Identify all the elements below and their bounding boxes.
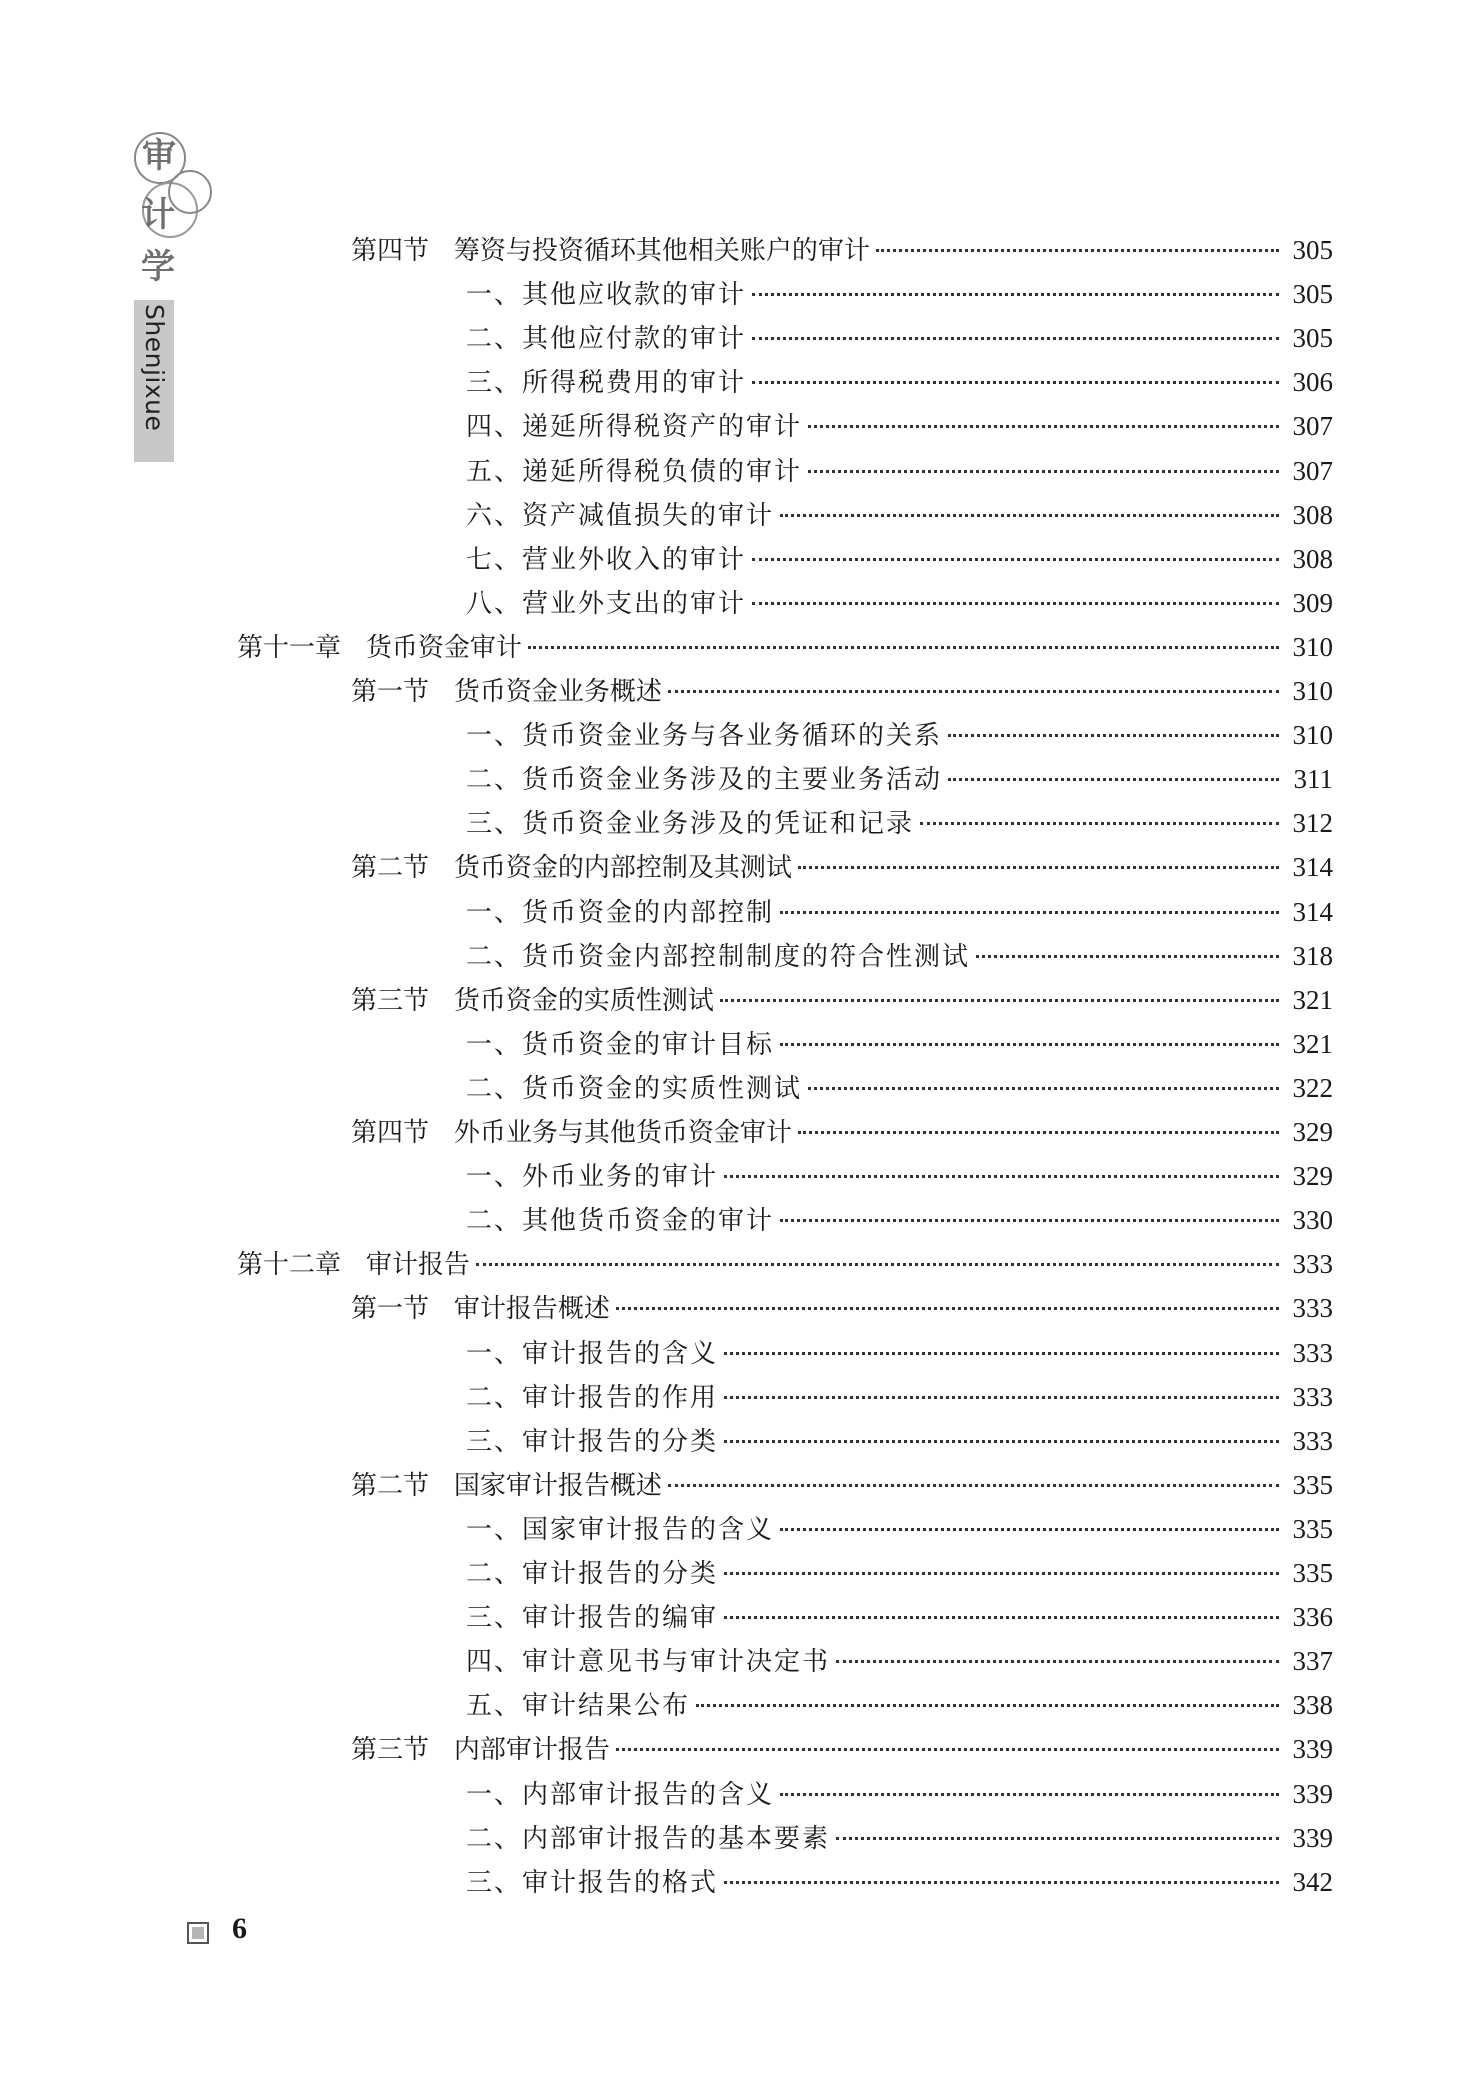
leader-dots [616, 1748, 1279, 1751]
leader-dots [528, 646, 1279, 649]
toc-entry-text: 货币资金审计 [365, 633, 522, 663]
toc-entry-sub[interactable] [466, 1818, 1333, 1858]
toc-page-number: 322 [1292, 1073, 1333, 1103]
toc-entry-sub[interactable] [466, 1553, 1333, 1593]
toc-page-number: 305 [1292, 279, 1333, 309]
toc-entry-text: 货币资金的内部控制及其测试 [453, 853, 792, 883]
leader-dots [836, 1837, 1279, 1840]
toc-entry-sub[interactable] [466, 274, 1333, 314]
toc-entry-sub[interactable] [466, 1421, 1333, 1461]
toc-page-number: 307 [1292, 456, 1333, 486]
toc-page-number: 333 [1292, 1426, 1333, 1456]
logo-latin-text: Shenjixue [140, 304, 169, 432]
toc-entry-title [351, 980, 714, 1017]
leader-dots [724, 1440, 1279, 1443]
leader-dots [720, 999, 1279, 1002]
toc-entry-sub[interactable] [466, 936, 1333, 976]
leader-dots [780, 1528, 1279, 1531]
page-marker-icon [187, 1922, 209, 1944]
leader-dots [616, 1307, 1279, 1310]
toc-entry-chapter[interactable] [237, 1244, 1333, 1284]
logo-char: 审 [142, 136, 176, 176]
toc-entry-title [466, 1156, 718, 1193]
toc-entry-sub[interactable] [466, 495, 1333, 535]
leader-dots [780, 1043, 1279, 1046]
toc-entry-text: 八、营业外支出的审计 [466, 589, 747, 619]
toc-page-number: 339 [1292, 1779, 1333, 1809]
toc-entry-title [466, 936, 970, 973]
toc-entry-section[interactable] [351, 1465, 1333, 1505]
toc-entry-chapter[interactable] [237, 627, 1333, 667]
leader-dots [752, 602, 1279, 605]
toc-entry-sub[interactable] [466, 803, 1333, 843]
toc-page-number: 311 [1293, 764, 1333, 794]
toc-page-number: 335 [1292, 1558, 1333, 1588]
toc-page-number: 339 [1292, 1734, 1333, 1764]
toc-entry-gap [429, 236, 454, 266]
toc-entry-title [466, 495, 774, 532]
toc-entry-section[interactable] [351, 980, 1333, 1020]
toc-entry-sub[interactable] [466, 1509, 1333, 1549]
toc-entry-title [466, 1641, 830, 1678]
leader-dots [808, 425, 1279, 428]
toc-entry-section[interactable] [351, 230, 1333, 270]
toc-entry-title [466, 1818, 830, 1855]
toc-entry-title [466, 1421, 718, 1458]
leader-dots [780, 911, 1279, 914]
toc-entry-gap [429, 1735, 454, 1765]
toc-page-number: 321 [1292, 985, 1333, 1015]
toc-entry-title [466, 715, 942, 752]
toc-entry-title [466, 1509, 774, 1546]
leader-dots [780, 514, 1279, 517]
toc-page-number: 307 [1292, 411, 1333, 441]
leader-dots [752, 293, 1279, 296]
toc-entry-title [466, 1553, 718, 1590]
toc-page-number: 306 [1292, 367, 1333, 397]
toc-entry-sub[interactable] [466, 1641, 1333, 1681]
toc-entry-text: 二、其他应付款的审计 [466, 324, 747, 354]
toc-page-number: 321 [1292, 1029, 1333, 1059]
toc-page-number: 329 [1292, 1117, 1333, 1147]
toc-entry-sub[interactable] [466, 1156, 1333, 1196]
toc-entry-title [351, 847, 792, 884]
toc-entry-title [466, 1774, 774, 1811]
toc-entry-title [351, 1112, 792, 1149]
toc-entry-text: 七、营业外收入的审计 [466, 545, 747, 575]
logo-char: 计 [141, 195, 175, 235]
toc-entry-title [466, 318, 746, 355]
toc-entry-text: 三、审计报告的分类 [466, 1427, 719, 1457]
toc-page-number: 308 [1292, 544, 1333, 574]
toc-entry-sub[interactable] [466, 451, 1333, 491]
toc-entry-label: 第一节 [351, 1294, 430, 1324]
toc-page-number: 342 [1292, 1867, 1333, 1897]
toc-page-number: 337 [1292, 1646, 1333, 1676]
toc-entry-gap [429, 853, 454, 883]
toc-entry-text: 四、递延所得税资产的审计 [466, 412, 803, 442]
leader-dots [724, 1352, 1279, 1355]
toc-page-number: 333 [1292, 1249, 1333, 1279]
toc-entry-section[interactable] [351, 671, 1333, 711]
toc-entry-sub[interactable] [466, 1862, 1333, 1902]
toc-entry-title [466, 759, 942, 796]
toc-entry-sub[interactable] [466, 1597, 1333, 1637]
toc-entry-text: 二、其他货币资金的审计 [466, 1206, 775, 1236]
toc-entry-text: 货币资金业务概述 [453, 677, 662, 707]
leader-dots [476, 1263, 1279, 1266]
toc-entry-sub[interactable] [466, 1068, 1333, 1108]
leader-dots [836, 1660, 1279, 1663]
toc-entry-title [351, 1729, 610, 1766]
toc-entry-sub[interactable] [466, 715, 1333, 755]
leader-dots [808, 1087, 1279, 1090]
toc-entry-title [351, 1288, 610, 1325]
leader-dots [920, 822, 1279, 825]
toc-entry-title [466, 274, 746, 311]
toc-entry-title [466, 451, 802, 488]
toc-entry-sub[interactable] [466, 892, 1333, 932]
toc-entry-sub[interactable] [466, 539, 1333, 579]
toc-entry-sub[interactable] [466, 318, 1333, 358]
toc-entry-label: 第三节 [351, 1735, 430, 1765]
toc-entry-sub[interactable] [466, 759, 1333, 799]
leader-dots [724, 1572, 1279, 1575]
toc-entry-title [466, 1024, 774, 1061]
toc-entry-title [351, 1465, 662, 1502]
toc-entry-text: 一、货币资金的审计目标 [466, 1030, 775, 1060]
toc-entry-title [466, 892, 774, 929]
toc-page-number: 314 [1292, 852, 1333, 882]
toc-entry-label: 第一节 [351, 677, 430, 707]
toc-entry-label: 第二节 [351, 853, 430, 883]
toc-page-number: 339 [1292, 1823, 1333, 1853]
toc-entry-text: 五、审计结果公布 [466, 1691, 691, 1721]
toc-entry-text: 六、资产减值损失的审计 [466, 501, 775, 531]
toc-entry-sub[interactable] [466, 406, 1333, 446]
toc-page-number: 310 [1292, 632, 1333, 662]
toc-page-number: 305 [1292, 235, 1333, 265]
leader-dots [876, 249, 1279, 252]
toc-entry-text: 二、货币资金的实质性测试 [466, 1074, 803, 1104]
toc-entry-text: 一、货币资金业务与各业务循环的关系 [466, 721, 943, 751]
toc-entry-title [466, 1068, 802, 1105]
leader-dots [780, 1793, 1279, 1796]
leader-dots [780, 1219, 1279, 1222]
toc-entry-title [466, 362, 746, 399]
toc-entry-section[interactable] [351, 1112, 1333, 1152]
toc-entry-title [466, 1597, 718, 1634]
toc-entry-text: 货币资金的实质性测试 [453, 986, 714, 1016]
toc-page-number: 305 [1292, 323, 1333, 353]
toc-entry-title [466, 583, 746, 620]
toc-entry-text: 二、审计报告的分类 [466, 1559, 719, 1589]
toc-page-number: 333 [1292, 1293, 1333, 1323]
toc-entry-label: 第三节 [351, 986, 430, 1016]
toc-entry-text: 三、所得税费用的审计 [466, 368, 747, 398]
toc-entry-sub[interactable] [466, 1377, 1333, 1417]
toc-entry-title [237, 1244, 470, 1281]
toc-entry-title [351, 671, 662, 708]
toc-entry-title [466, 1862, 718, 1899]
toc-entry-label: 第十一章 [237, 633, 342, 663]
toc-entry-text: 二、货币资金业务涉及的主要业务活动 [466, 765, 943, 795]
toc-page-number: 309 [1292, 588, 1333, 618]
leader-dots [724, 1175, 1279, 1178]
toc-entry-sub[interactable] [466, 1685, 1333, 1725]
leader-dots [798, 1131, 1279, 1134]
toc-page-number: 335 [1292, 1514, 1333, 1544]
leader-dots [808, 470, 1279, 473]
toc-entry-sub[interactable] [466, 1333, 1333, 1373]
leader-dots [798, 866, 1279, 869]
toc-entry-label: 第四节 [351, 1118, 430, 1148]
toc-entry-text: 审计报告 [365, 1250, 470, 1280]
leader-dots [724, 1616, 1279, 1619]
toc-page-number: 335 [1292, 1470, 1333, 1500]
toc-entry-title [466, 1333, 718, 1370]
toc-entry-label: 第二节 [351, 1471, 430, 1501]
toc-entry-text: 一、其他应收款的审计 [466, 280, 747, 310]
leader-dots [724, 1396, 1279, 1399]
toc-page-number: 312 [1292, 808, 1333, 838]
toc-entry-title [237, 627, 522, 664]
toc-entry-text: 三、货币资金业务涉及的凭证和记录 [466, 809, 915, 839]
toc-entry-text: 五、递延所得税负债的审计 [466, 457, 803, 487]
leader-dots [752, 381, 1279, 384]
toc-entry-section[interactable] [351, 1729, 1333, 1769]
toc-entry-text: 国家审计报告概述 [453, 1471, 662, 1501]
toc-page-number: 333 [1292, 1382, 1333, 1412]
toc-entry-text: 审计报告概述 [453, 1294, 610, 1324]
toc-entry-sub[interactable] [466, 1200, 1333, 1240]
page-number: 6 [232, 1912, 247, 1945]
toc-entry-section[interactable] [351, 847, 1333, 887]
toc-page-number: 330 [1292, 1205, 1333, 1235]
toc-entry-gap [429, 1118, 454, 1148]
toc-entry-title [466, 1685, 690, 1722]
leader-dots [724, 1881, 1279, 1884]
toc-entry-text: 一、内部审计报告的含义 [466, 1780, 775, 1810]
leader-dots [668, 690, 1279, 693]
toc-entry-gap [341, 1250, 366, 1280]
leader-dots [976, 955, 1279, 958]
toc-entry-title [466, 539, 746, 576]
toc-entry-text: 外币业务与其他货币资金审计 [453, 1118, 792, 1148]
toc-entry-text: 一、国家审计报告的含义 [466, 1515, 775, 1545]
toc-entry-gap [429, 1294, 454, 1324]
toc-page-number: 329 [1292, 1161, 1333, 1191]
toc-entry-gap [429, 677, 454, 707]
leader-dots [752, 337, 1279, 340]
toc-entry-gap [429, 1471, 454, 1501]
toc-page-number: 333 [1292, 1338, 1333, 1368]
toc-entry-text: 一、货币资金的内部控制 [466, 898, 775, 928]
toc-entry-text: 二、审计报告的作用 [466, 1383, 719, 1413]
toc-entry-sub[interactable] [466, 1774, 1333, 1814]
toc-entry-text: 内部审计报告 [453, 1735, 610, 1765]
toc-page-number: 308 [1292, 500, 1333, 530]
toc-entry-text: 筹资与投资循环其他相关账户的审计 [453, 236, 870, 266]
toc-entry-sub[interactable] [466, 362, 1333, 402]
toc-entry-gap [341, 633, 366, 663]
leader-dots [948, 778, 1279, 781]
toc-entry-text: 四、审计意见书与审计决定书 [466, 1647, 831, 1677]
toc-page-number: 310 [1292, 720, 1333, 750]
leader-dots [948, 734, 1279, 737]
toc-entry-text: 一、审计报告的含义 [466, 1339, 719, 1369]
toc-entry-label: 第四节 [351, 236, 430, 266]
toc-entry-section[interactable] [351, 1288, 1333, 1328]
toc-page-number: 336 [1292, 1602, 1333, 1632]
toc-entry-sub[interactable] [466, 583, 1333, 623]
toc-entry-text: 二、内部审计报告的基本要素 [466, 1824, 831, 1854]
toc-page-number: 318 [1292, 941, 1333, 971]
toc-entry-title [466, 406, 802, 443]
toc-entry-title [351, 230, 870, 267]
toc-entry-title [466, 1200, 774, 1237]
toc-entry-label: 第十二章 [237, 1250, 342, 1280]
leader-dots [752, 558, 1279, 561]
toc-entry-sub[interactable] [466, 1024, 1333, 1064]
toc-entry-gap [429, 986, 454, 1016]
toc-page-number: 310 [1292, 676, 1333, 706]
toc-entry-title [466, 803, 914, 840]
toc-entry-text: 一、外币业务的审计 [466, 1162, 719, 1192]
leader-dots [696, 1704, 1279, 1707]
leader-dots [668, 1484, 1279, 1487]
toc-entry-text: 三、审计报告的编审 [466, 1603, 719, 1633]
toc-entry-text: 二、货币资金内部控制制度的符合性测试 [466, 942, 971, 972]
toc-entry-title [466, 1377, 718, 1414]
toc-page-number: 338 [1292, 1690, 1333, 1720]
toc-page-number: 314 [1292, 897, 1333, 927]
logo-char: 学 [141, 247, 175, 287]
toc-entry-text: 三、审计报告的格式 [466, 1868, 719, 1898]
